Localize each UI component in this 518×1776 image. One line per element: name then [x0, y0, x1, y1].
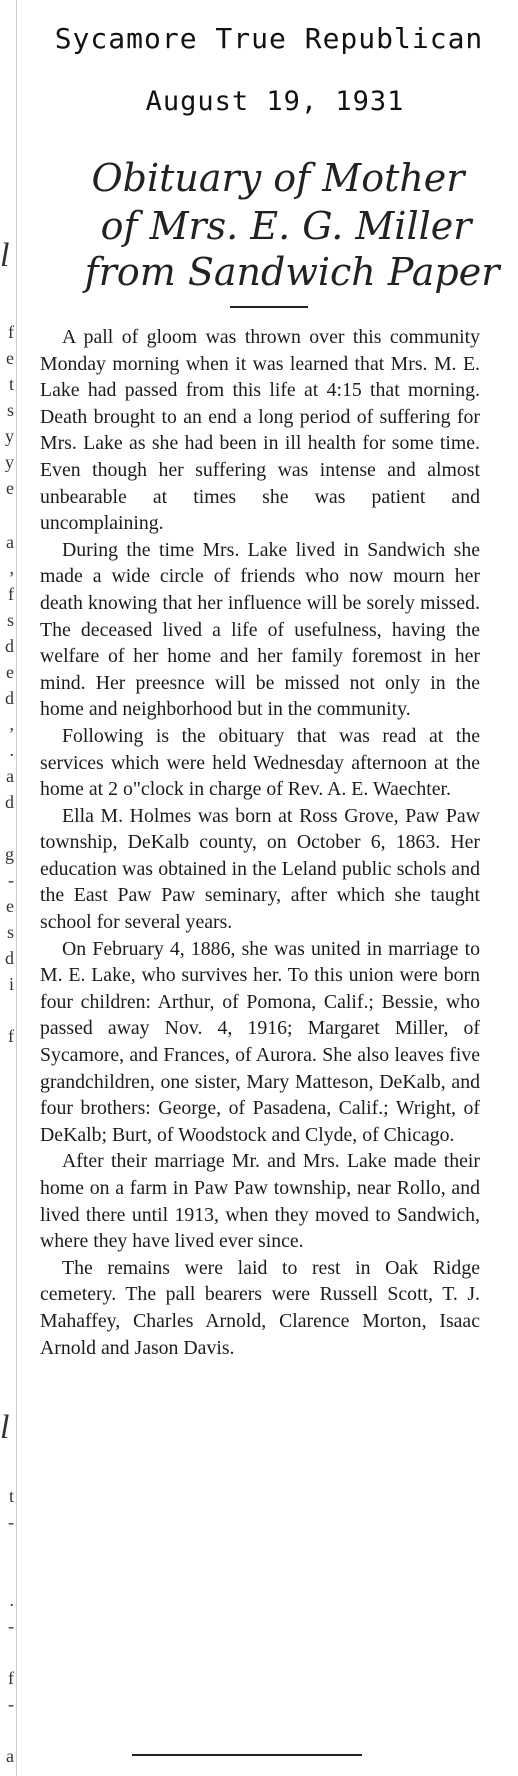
article-paragraph: Ella M. Holmes was born at Ross Grove, Paw Paw township, DeKalb county, on October 6, 1863. Her education was obtained in the Leland public schols and the East Paw Paw seminary, after which she taught school for several years. — [40, 804, 480, 934]
margin-fragment: d — [5, 948, 14, 968]
margin-fragment: - — [8, 870, 14, 890]
margin-fragment: t — [8, 1486, 14, 1506]
margin-fragment: - — [8, 1616, 14, 1636]
newspaper-name: Sycamore True Republican — [54, 22, 484, 55]
margin-fragment: y — [5, 452, 14, 472]
article-paragraph: After their marriage Mr. and Mrs. Lake made their home on a farm in Paw Paw township, near Rollo, and lived there until 1913, when they moved to Sandwich, where they have lived ever since. — [40, 1150, 480, 1253]
margin-fragment: . — [9, 1590, 14, 1610]
article-paragraph: Following is the obituary that was read at the services which were held Wednesday afternoon at the home at 2 o"clock in charge of Rev. A. E. Waechter. — [40, 724, 480, 801]
margin-fragment: i — [8, 974, 14, 994]
margin-fragment: f — [8, 1026, 14, 1046]
margin-fragment: y — [5, 426, 14, 446]
headline-line-2: of Mrs. E. G. Miller — [100, 204, 472, 248]
margin-fragment: e — [6, 348, 14, 368]
margin-fragment: e — [6, 662, 14, 682]
article-paragraph: A pall of gloom was thrown over this community Monday morning when it was learned that Mrs. M. E. Lake had passed from this life at 4:15 that morning. Death brought to an end a long period of suffering for Mrs. Lake as she had been in ill health for some time. Even though her suffering was intense and almost unbearable at times she was patient and uncomplaining. — [40, 326, 480, 535]
margin-fragment: f — [8, 322, 14, 342]
margin-fragment: . — [9, 740, 14, 760]
margin-fragment: e — [6, 478, 14, 498]
margin-fragment: s — [6, 610, 14, 630]
margin-fragment: a — [6, 532, 14, 552]
margin-fragment: s — [6, 400, 14, 420]
margin-fragment: a — [6, 766, 14, 786]
margin-fragment: t — [8, 374, 14, 394]
margin-fragment: e — [6, 896, 14, 916]
column-edge-rule — [16, 0, 17, 1776]
margin-fragment: , — [9, 558, 14, 578]
headline-line-1: Obituary of Mother — [91, 156, 465, 200]
margin-fragment: d — [5, 636, 14, 656]
article-paragraph: On February 4, 1886, she was united in marriage to M. E. Lake, who survives her. To this union were born four children: Arthur, of Pomona, Calif.; Bessie, who passed away Nov. 4, 1916; Margaret Miller, of Sycamore, and Frances, of Aurora. She also leaves five grandchildren, one sister, Mary Matteson, DeKalb, and four brothers: George, of Pasadena, Calif.; Wright, of DeKalb; Burt, of Woodstock and Clyde, of Chicago. — [40, 937, 480, 1146]
margin-fragment: , — [9, 714, 14, 734]
margin-fragment: s — [6, 922, 14, 942]
margin-fragment: l — [0, 237, 10, 274]
margin-fragment: - — [8, 1512, 14, 1532]
article-paragraph: During the time Mrs. Lake lived in Sandwich she made a wide circle of friends who now mourn her death knowing that her influence will be sorely missed. The deceased lived a life of usefulness, having the welfare of her home and her family foremost in her mind. Her preesnce will be missed not only in the home and neighborhood but in the community. — [40, 538, 480, 721]
margin-fragment: f — [8, 584, 14, 604]
article-end-rule — [132, 1754, 362, 1756]
publication-date: August 19, 1931 — [145, 86, 405, 117]
headline-divider — [230, 306, 308, 308]
margin-fragment: l — [0, 1409, 10, 1446]
margin-fragment: d — [5, 688, 14, 708]
margin-fragment: - — [8, 1694, 14, 1714]
article-body — [40, 324, 480, 1361]
margin-fragment: d — [5, 792, 14, 812]
margin-fragment: g — [5, 844, 14, 864]
headline-line-3: from Sandwich Paper — [84, 250, 500, 294]
article-paragraph: The remains were laid to rest in Oak Ridge cemetery. The pall bearers were Russell Scott, T. J. Mahaffey, Charles Arnold, Clarence Morton, Isaac Arnold and Jason Davis. — [40, 1256, 480, 1359]
margin-fragment: a — [6, 1746, 14, 1766]
margin-fragment: f — [8, 1668, 14, 1688]
